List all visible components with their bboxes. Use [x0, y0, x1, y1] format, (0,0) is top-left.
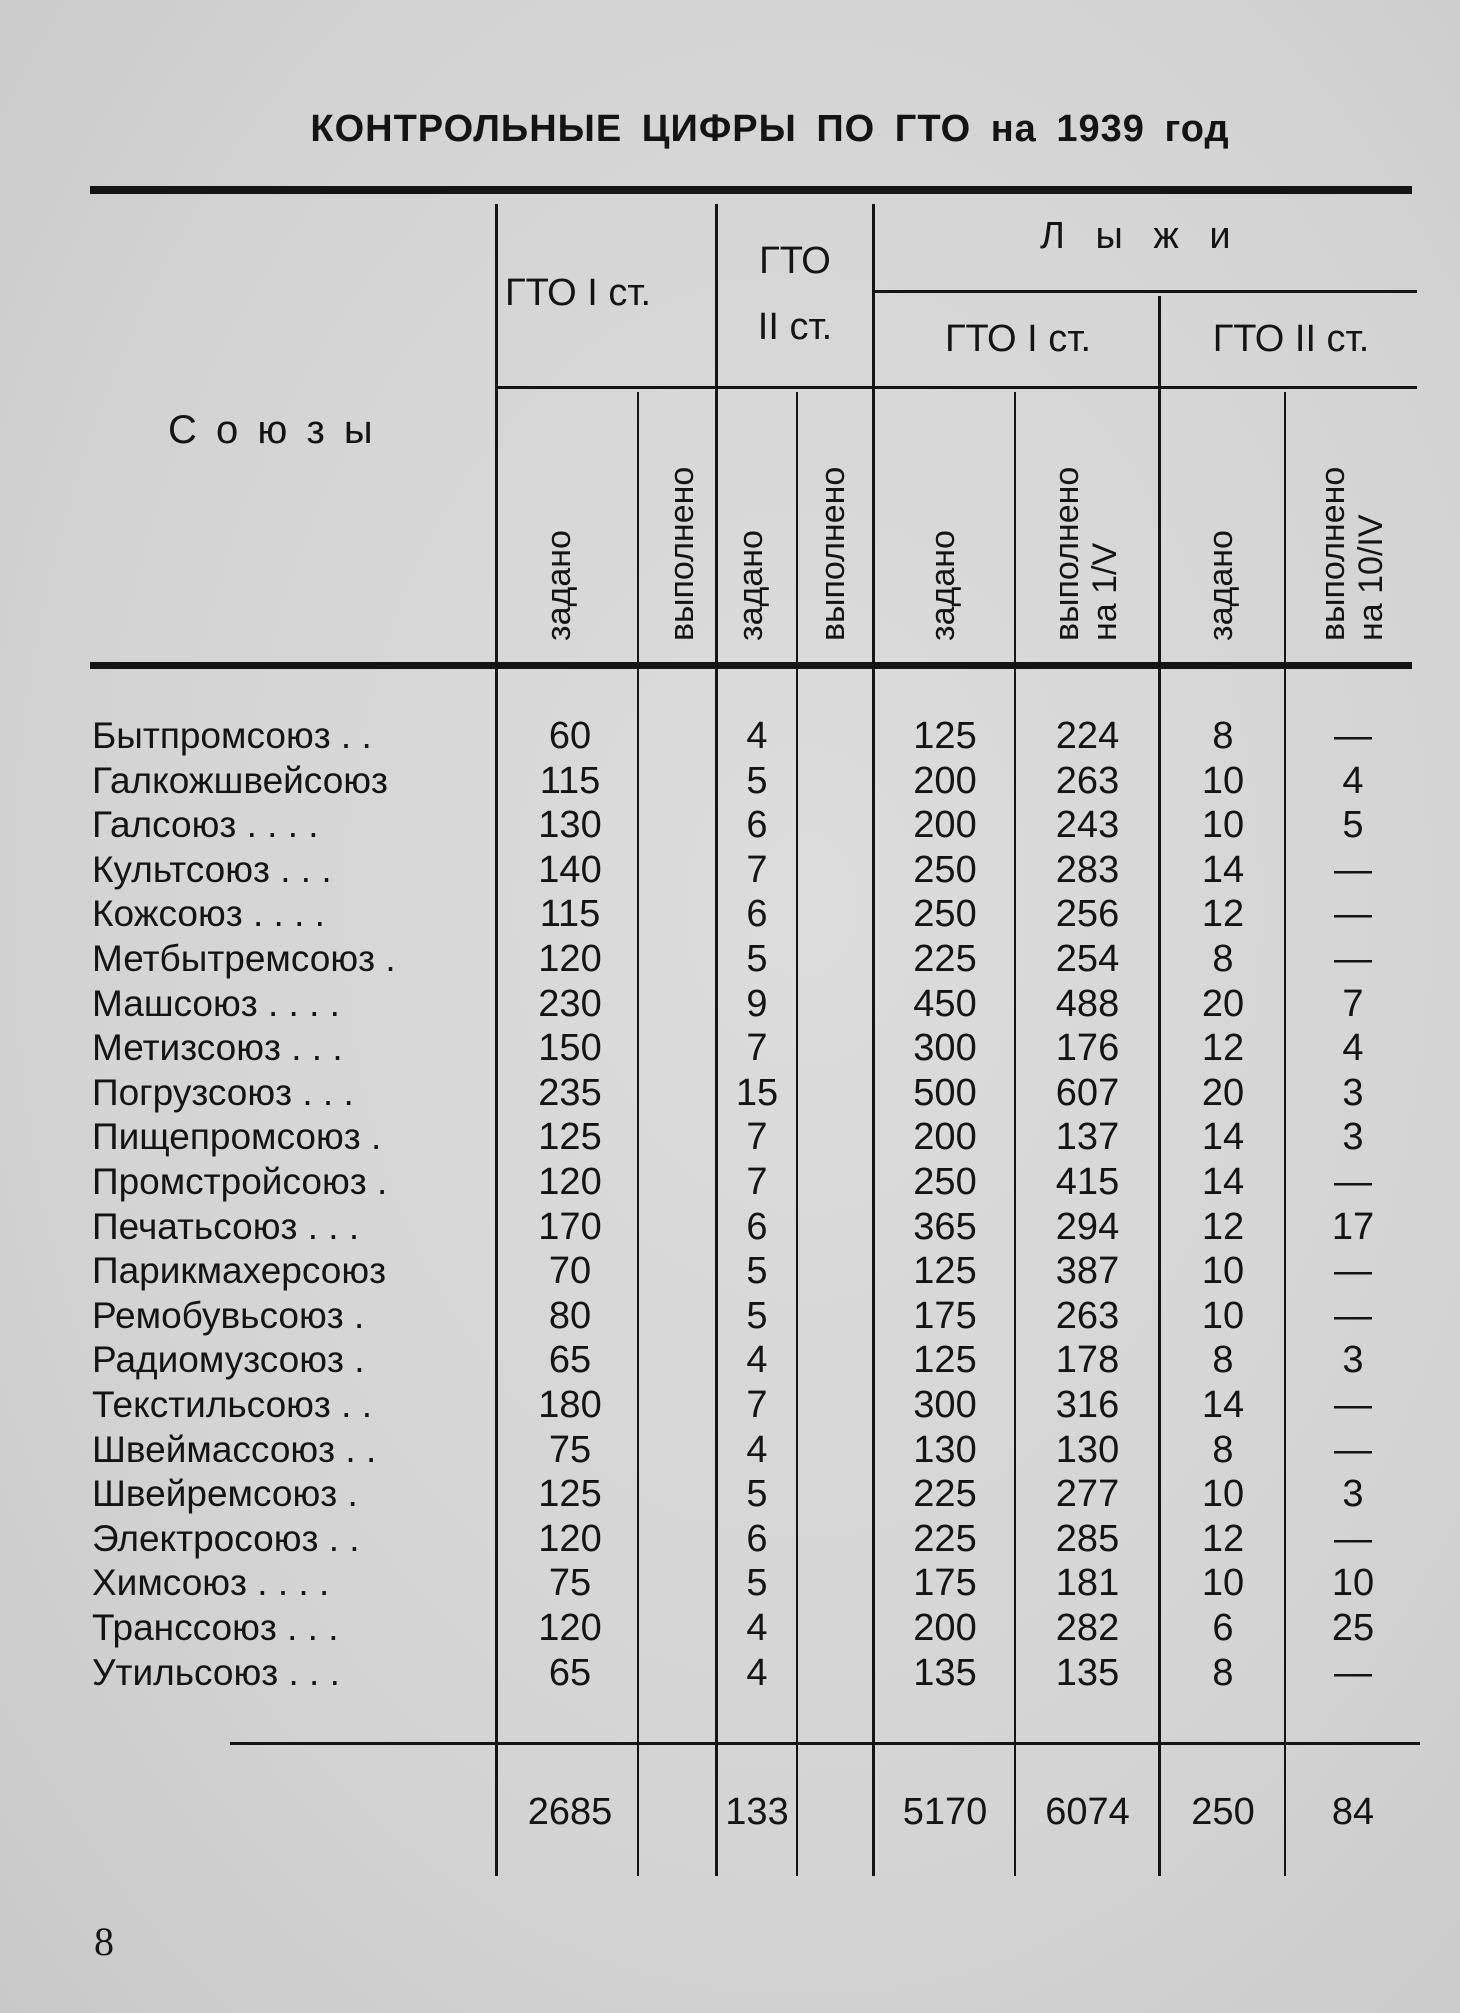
cell-g1: 120 [538, 938, 602, 980]
cell-s1: 200 [913, 804, 977, 846]
cell-s1: 450 [913, 983, 977, 1025]
cell-s2: 10 [1201, 1473, 1245, 1515]
cell-s2: 20 [1201, 983, 1245, 1025]
cell-s1: 250 [913, 849, 977, 891]
cell-g1: 235 [538, 1072, 602, 1114]
cell-g1: 60 [548, 715, 592, 757]
cell-s1: 225 [913, 938, 977, 980]
cell-s1: 200 [913, 1116, 977, 1158]
cell-s1: 135 [913, 1652, 977, 1694]
cell-s1v: 607 [1055, 1072, 1120, 1114]
cell-s1: 225 [913, 1473, 977, 1515]
cell-s1v: 316 [1055, 1384, 1120, 1426]
cell-g2: 5 [746, 760, 768, 802]
row-union-name: Швеймассоюз . . [92, 1429, 377, 1470]
row-union-name: Печатьсоюз . . . [92, 1206, 360, 1247]
cell-s1v: 137 [1055, 1116, 1120, 1158]
cell-s2: 14 [1201, 1116, 1245, 1158]
cell-g2: 7 [746, 849, 768, 891]
cell-g2: 4 [746, 1652, 768, 1694]
cell-g2: 5 [746, 938, 768, 980]
row-union-name: Промстройсоюз . [92, 1161, 388, 1202]
page-number: 8 [94, 1919, 114, 1964]
cell-s1v: 263 [1055, 1295, 1120, 1337]
total-s1v: 6074 [1045, 1791, 1130, 1833]
col-label-s2v-line2: на 10/IV [1352, 514, 1390, 641]
cell-s2: 10 [1201, 1250, 1245, 1292]
total-s1: 5170 [902, 1791, 988, 1833]
col-divider-1 [495, 204, 498, 1876]
cell-s2: 8 [1212, 938, 1234, 980]
row-union-name: Галсоюз . . . . [92, 804, 319, 845]
header-gto2-line1: ГТО [759, 240, 831, 282]
cell-g2: 7 [746, 1116, 768, 1158]
cell-g1: 115 [539, 760, 601, 802]
cell-s2: 20 [1201, 1072, 1245, 1114]
cell-s1: 300 [913, 1027, 977, 1069]
cell-s1v: 130 [1055, 1429, 1120, 1471]
col-label-s2v-line1: выполнено [1314, 466, 1352, 641]
cell-g2: 4 [746, 1607, 768, 1649]
total-s2v: 84 [1331, 1791, 1375, 1833]
page-title: КОНТРОЛЬНЫЕ ЦИФРЫ ПО ГТО на 1939 год [310, 108, 1230, 150]
cell-s2v: 7 [1342, 983, 1364, 1025]
cell-g1: 150 [538, 1027, 602, 1069]
cell-s1: 130 [913, 1429, 977, 1471]
cell-s2: 8 [1212, 1652, 1234, 1694]
cell-g1: 170 [538, 1206, 602, 1248]
row-union-name: Транссоюз . . . [92, 1607, 339, 1648]
cell-s1v: 415 [1055, 1161, 1120, 1203]
header-unions: С о ю з ы [168, 408, 377, 452]
total-g1: 2685 [527, 1791, 613, 1833]
cell-g2: 5 [746, 1295, 768, 1337]
cell-s2: 8 [1212, 1429, 1234, 1471]
cell-g1: 125 [538, 1473, 602, 1515]
cell-s2v: 5 [1342, 804, 1364, 846]
cell-s1v: 176 [1055, 1027, 1120, 1069]
cell-s2v: 17 [1331, 1206, 1375, 1248]
cell-s1: 175 [913, 1295, 977, 1337]
cell-s1: 125 [913, 1250, 977, 1292]
cell-s2: 10 [1201, 760, 1245, 802]
cell-s1v: 283 [1055, 849, 1120, 891]
header-skis: Л ы ж и [1040, 215, 1241, 257]
row-union-name: Парикмахерсоюз [92, 1250, 387, 1291]
col-label-g2v: выполнено [814, 466, 852, 641]
cell-s1: 125 [913, 715, 977, 757]
cell-s1v: 243 [1055, 804, 1120, 846]
row-union-name: Погрузсоюз . . . [92, 1072, 354, 1113]
cell-s2: 12 [1201, 1027, 1245, 1069]
cell-g2: 4 [746, 1339, 768, 1381]
cell-s2v: 4 [1342, 1027, 1364, 1069]
cell-s1: 200 [913, 1607, 977, 1649]
cell-g2: 4 [746, 715, 768, 757]
totals-rule [230, 1742, 1420, 1745]
cell-s2v: — [1334, 1518, 1372, 1560]
cell-g1: 70 [548, 1250, 592, 1292]
cell-g2: 7 [746, 1384, 768, 1426]
cell-s2v: 4 [1342, 760, 1364, 802]
skis-divider [872, 290, 1417, 293]
cell-s2v: — [1334, 1652, 1372, 1694]
cell-g1: 120 [538, 1161, 602, 1203]
row-union-name: Культсоюз . . . [92, 849, 332, 890]
header-bottom-rule [90, 662, 1412, 669]
col-label-g1: задано [540, 530, 578, 641]
cell-g1: 65 [548, 1339, 592, 1381]
header-gto2-line2: II ст. [757, 306, 833, 348]
cell-s1: 250 [913, 893, 977, 935]
cell-s2v: — [1334, 893, 1372, 935]
cell-s1: 225 [913, 1518, 977, 1560]
row-union-name: Ремобувьсоюз . [92, 1295, 365, 1336]
cell-s2v: — [1334, 715, 1372, 757]
cell-s2v: 3 [1342, 1473, 1364, 1515]
cell-s2: 6 [1212, 1607, 1234, 1649]
top-rule [90, 186, 1412, 194]
row-union-name: Кожсоюз . . . . [92, 893, 325, 934]
cell-s2: 10 [1201, 1295, 1245, 1337]
col-label-g1v: выполнено [663, 466, 701, 641]
cell-s1v: 282 [1055, 1607, 1120, 1649]
cell-g2: 4 [746, 1429, 768, 1471]
cell-s2: 14 [1201, 1161, 1245, 1203]
cell-s2: 14 [1201, 1384, 1245, 1426]
cell-s2: 12 [1201, 893, 1245, 935]
cell-g2: 5 [746, 1473, 768, 1515]
cell-s2: 10 [1201, 804, 1245, 846]
cell-g2: 15 [735, 1072, 779, 1114]
total-g2: 133 [725, 1791, 789, 1833]
cell-s1v: 181 [1055, 1562, 1120, 1604]
cell-g2: 7 [746, 1027, 768, 1069]
cell-s1: 200 [913, 760, 977, 802]
cell-s2: 12 [1201, 1518, 1245, 1560]
cell-s1v: 224 [1055, 715, 1120, 757]
col-label-g2: задано [732, 530, 770, 641]
col-label-s1: задано [924, 530, 962, 641]
col-label-s2: задано [1202, 530, 1240, 641]
cell-g2: 6 [746, 1206, 768, 1248]
col-divider-4 [796, 392, 798, 1876]
cell-g1: 130 [538, 804, 602, 846]
row-union-name: Утильсоюз . . . [92, 1652, 340, 1693]
cell-g1: 120 [538, 1607, 602, 1649]
header-ski-gto2: ГТО II ст. [1212, 318, 1370, 360]
cell-s2: 14 [1201, 849, 1245, 891]
cell-s2v: 10 [1331, 1562, 1375, 1604]
row-union-name: Машсоюз . . . . [92, 983, 340, 1024]
cell-s2v: 3 [1342, 1072, 1364, 1114]
cell-g1: 120 [538, 1518, 602, 1560]
cell-g1: 125 [538, 1116, 602, 1158]
cell-s2v: — [1334, 1250, 1372, 1292]
cell-s2v: — [1334, 1295, 1372, 1337]
cell-s1v: 387 [1055, 1250, 1120, 1292]
row-union-name: Пищепромсоюз . [92, 1116, 382, 1157]
total-s2: 250 [1191, 1791, 1255, 1833]
row-union-name: Радиомузсоюз . [92, 1339, 365, 1380]
row-union-name: Текстильсоюз . . [92, 1384, 373, 1425]
cell-s1v: 135 [1055, 1652, 1120, 1694]
cell-s2v: — [1334, 1429, 1372, 1471]
cell-s2v: 25 [1331, 1607, 1375, 1649]
cell-g2: 6 [746, 1518, 768, 1560]
cell-s1v: 277 [1055, 1473, 1120, 1515]
cell-g1: 80 [548, 1295, 592, 1337]
row-union-name: Химсоюз . . . . [92, 1562, 330, 1603]
cell-s2: 8 [1212, 1339, 1234, 1381]
cell-s2v: — [1334, 1384, 1372, 1426]
header-ski-gto1: ГТО I ст. [944, 318, 1092, 360]
row-union-name: Швейремсоюз . [92, 1473, 358, 1514]
cell-s2v: 3 [1342, 1116, 1364, 1158]
cell-s2: 10 [1201, 1562, 1245, 1604]
cell-g2: 9 [746, 983, 768, 1025]
cell-s1: 175 [913, 1562, 977, 1604]
cell-s1v: 294 [1055, 1206, 1120, 1248]
cell-s1v: 254 [1055, 938, 1120, 980]
cell-s2v: — [1334, 849, 1372, 891]
cell-g1: 75 [548, 1562, 592, 1604]
col-label-s1v-line2: на 1/V [1086, 542, 1124, 641]
row-union-name: Метизсоюз . . . [92, 1027, 343, 1068]
col-label-s1v-line1: выполнено [1048, 466, 1086, 641]
cell-s1: 500 [913, 1072, 977, 1114]
cell-s1v: 263 [1055, 760, 1120, 802]
cell-s1: 365 [913, 1206, 977, 1248]
cell-g2: 6 [746, 893, 768, 935]
cell-s1v: 256 [1055, 893, 1120, 935]
subheader-divider [498, 386, 1417, 389]
row-union-name: Бытпромсоюз . . [92, 715, 372, 756]
cell-s2v: 3 [1342, 1339, 1364, 1381]
cell-s2v: — [1334, 1161, 1372, 1203]
cell-s1v: 178 [1055, 1339, 1120, 1381]
row-union-name: Электросоюз . . [92, 1518, 360, 1559]
header-gto1: ГТО I ст. [505, 272, 652, 314]
cell-s2: 12 [1201, 1206, 1245, 1248]
row-union-name: Метбытремсоюз . [92, 938, 396, 979]
cell-g2: 5 [746, 1250, 768, 1292]
cell-s1: 125 [913, 1339, 977, 1381]
cell-g1: 75 [548, 1429, 592, 1471]
cell-s1v: 285 [1055, 1518, 1120, 1560]
row-union-name: Галкожшвейсоюз [92, 760, 389, 801]
cell-g1: 65 [548, 1652, 592, 1694]
cell-g1: 230 [538, 983, 602, 1025]
cell-g1: 115 [539, 893, 601, 935]
cell-s1v: 488 [1055, 983, 1120, 1025]
cell-s2: 8 [1212, 715, 1234, 757]
cell-s1: 250 [913, 1161, 977, 1203]
cell-g1: 140 [538, 849, 602, 891]
cell-g1: 180 [538, 1384, 602, 1426]
cell-s1: 300 [913, 1384, 977, 1426]
cell-g2: 7 [746, 1161, 768, 1203]
cell-g2: 6 [746, 804, 768, 846]
cell-g2: 5 [746, 1562, 768, 1604]
cell-s2v: — [1334, 938, 1372, 980]
